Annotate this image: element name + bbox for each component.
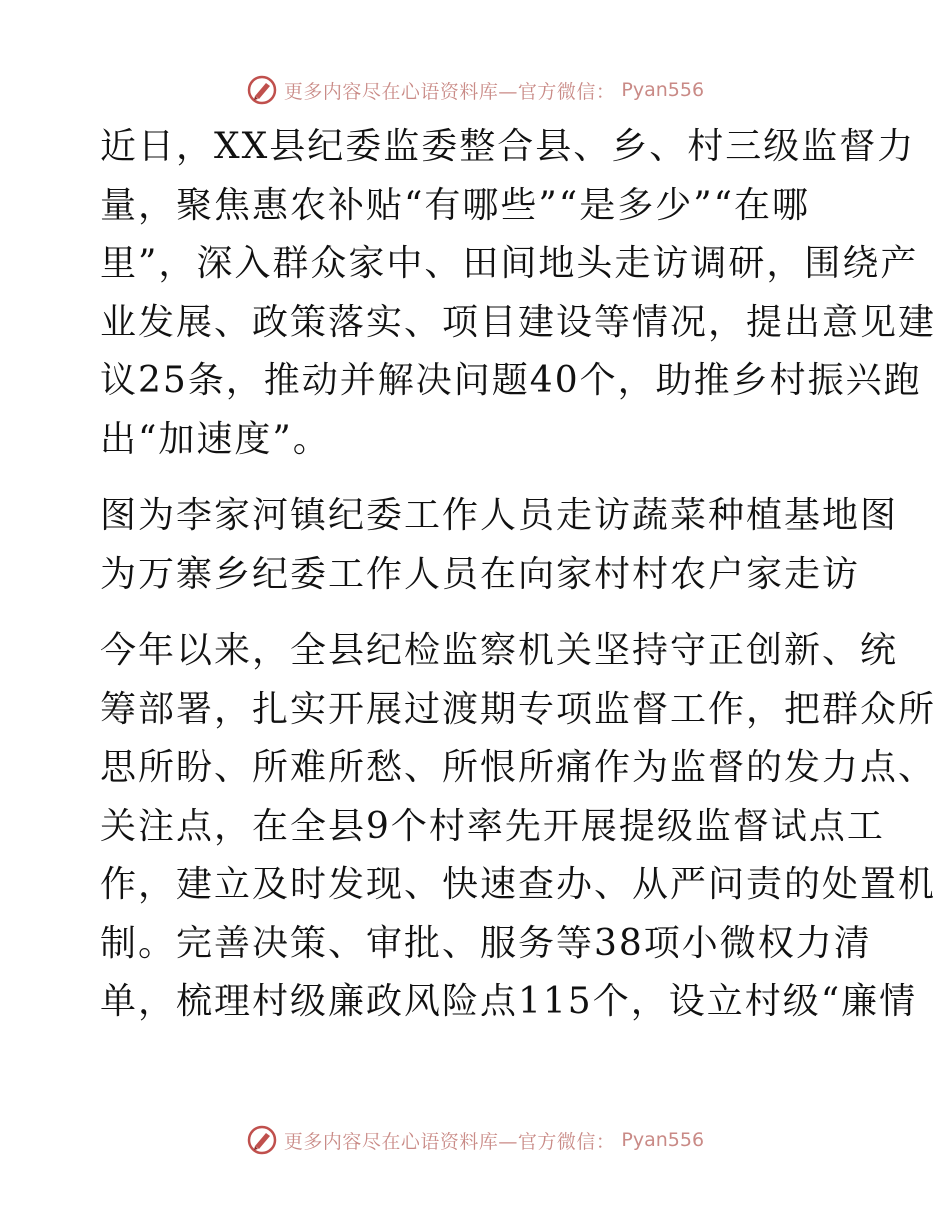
watermark-wechat-id: Pyan556: [621, 1129, 705, 1151]
text-line: 制。完善决策、审批、服务等38项小微权力清: [100, 922, 872, 964]
text-line: 作，建立及时发现、快速查办、从严问责的处置机: [100, 864, 937, 905]
text-line: 里”，深入群众家中、田间地头走访调研，围绕产: [100, 243, 919, 284]
text-line: 为万寨乡纪委工作人员在向家村村农户家走访: [100, 553, 861, 595]
paragraph: [100, 487, 899, 604]
text-line: 思所盼、所难所愁、所恨所痛作为监督的发力点、: [100, 747, 937, 788]
paragraph: [100, 622, 937, 1032]
text-line: 今年以来，全县纪检监察机关坚持守正创新、统: [100, 630, 899, 671]
text-line: 筹部署，扎实开展过渡期专项监督工作，把群众所: [100, 688, 937, 730]
watermark-text: 更多内容尽在心语资料库—官方微信：: [283, 80, 616, 103]
text-line: 图为李家河镇纪委工作人员走访蔬菜种植基地图: [100, 495, 899, 536]
watermark-wechat-id: Pyan556: [621, 79, 705, 101]
pen-logo-icon: [246, 74, 278, 106]
paragraph: [100, 118, 937, 469]
text-line: 业发展、政策落实、项目建设等情况，提出意见建: [100, 301, 937, 343]
text-line: 单，梳理村级廉政风险点115个，设立村级“廉情: [100, 981, 918, 1022]
text-line: 近日，XX县纪委监委整合县、乡、村三级监督力: [100, 126, 916, 167]
pen-logo-icon: [246, 1124, 278, 1156]
text-line: 关注点，在全县9个村率先开展提级监督试点工: [100, 805, 885, 847]
text-line: 出“加速度”。: [100, 418, 331, 460]
text-line: 议25条，推动并解决问题40个，助推乡村振兴跑: [100, 360, 922, 401]
document-body: [100, 118, 937, 1050]
text-line: 量，聚焦惠农补贴“有哪些”“是多少”“在哪: [100, 184, 811, 226]
footer-watermark: [0, 1120, 950, 1160]
watermark-text: 更多内容尽在心语资料库—官方微信：: [283, 1130, 616, 1153]
header-watermark: [0, 70, 950, 110]
